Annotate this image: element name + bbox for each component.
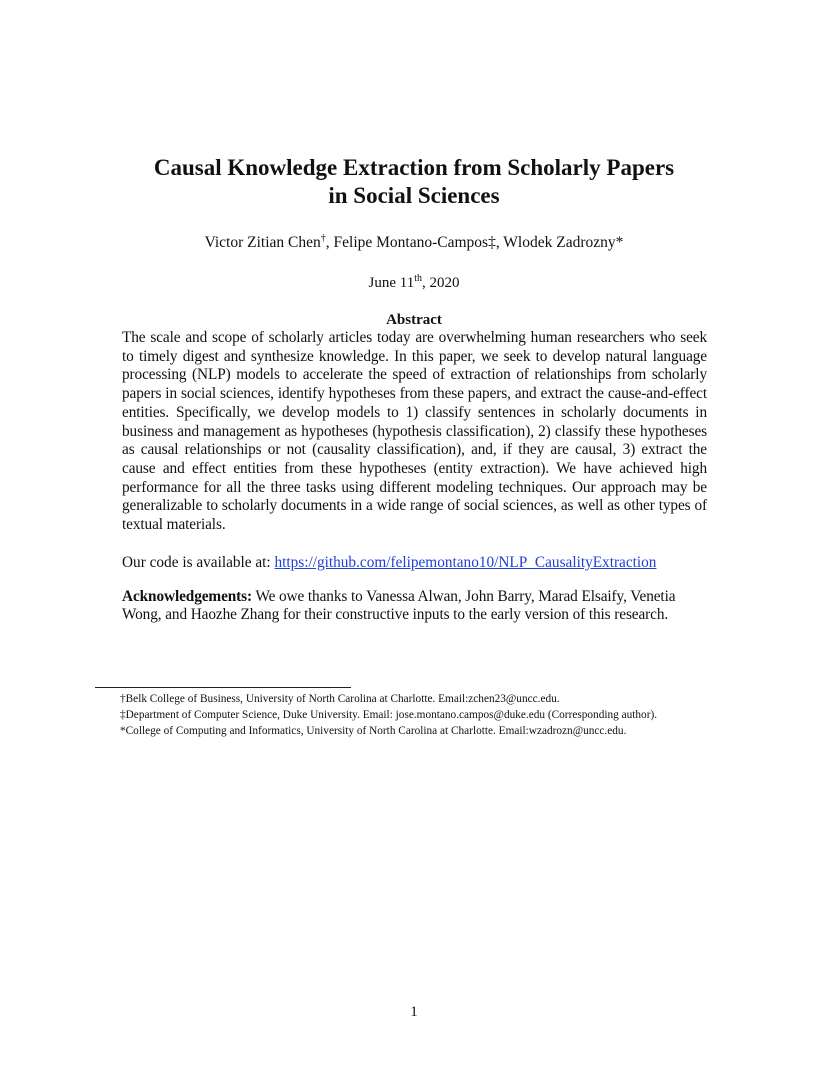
paper-title bbox=[100, 154, 728, 210]
date-superscript: th bbox=[414, 273, 422, 284]
author-1-affiliation-mark: † bbox=[320, 232, 326, 244]
other-authors: , Felipe Montano-Campos‡, Wlodek Zadrozny* bbox=[325, 234, 624, 251]
footnote-3: *College of Computing and Informatics, University of North Carolina at Charlotte. Email:wzadrozn@uncc.edu. bbox=[120, 725, 627, 737]
author-1-name: Victor Zitian Chen bbox=[204, 234, 321, 251]
code-label: Our code is available at: bbox=[122, 554, 275, 571]
footnote-2: ‡Department of Computer Science, Duke University. Email: jose.montano.campos@duke.edu (Corresponding author). bbox=[120, 709, 658, 721]
date-suffix: , 2020 bbox=[421, 275, 460, 291]
code-availability bbox=[122, 553, 722, 572]
footnote-divider bbox=[95, 687, 351, 688]
publication-date bbox=[100, 273, 728, 293]
date-prefix: June 11 bbox=[368, 275, 415, 291]
footnote-1: †Belk College of Business, University of North Carolina at Charlotte. Email:zchen23@uncc.edu. bbox=[120, 693, 560, 705]
acknowledgements-label: Acknowledgements: bbox=[122, 588, 253, 605]
page-number: 1 bbox=[410, 1004, 418, 1020]
github-link[interactable]: https://github.com/felipemontano10/NLP_CausalityExtraction bbox=[274, 554, 657, 571]
author-list bbox=[100, 233, 728, 253]
acknowledgements-text: We owe thanks to Vanessa Alwan, John Barry, Marad Elsaify, Venetia Wong, and Haozhe Zhang for their constructive inputs to the early version of this research. bbox=[122, 588, 676, 623]
title-line-1: Causal Knowledge Extraction from Scholarly Papers bbox=[153, 155, 675, 180]
acknowledgements bbox=[122, 588, 707, 623]
abstract-heading: Abstract bbox=[386, 312, 442, 328]
title-line-2: in Social Sciences bbox=[328, 183, 500, 208]
footnotes bbox=[120, 691, 720, 739]
abstract-text: The scale and scope of scholarly articles today are overwhelming human researchers who seek to timely digest and synthesize knowledge. In this paper, we seek to develop natural language processing (NLP) models to accelerate the speed of extraction of relationships from scholarly papers in social sciences, identify hypotheses from these papers, and extract the cause-and-effect entities. Specifically, we develop models to 1) classify sentences in scholarly documents in business and management as hypotheses (hypothesis classification), 2) classify these hypotheses as causal relationships or not (causality classification), and, if they are causal, 3) extract the cause and effect entities from these hypotheses (entity extraction). We have achieved high performance for all the three tasks using different modeling techniques. Our approach may be generalizable to scholarly documents in a wide range of social sciences, as well as other types of textual materials. bbox=[122, 329, 707, 534]
